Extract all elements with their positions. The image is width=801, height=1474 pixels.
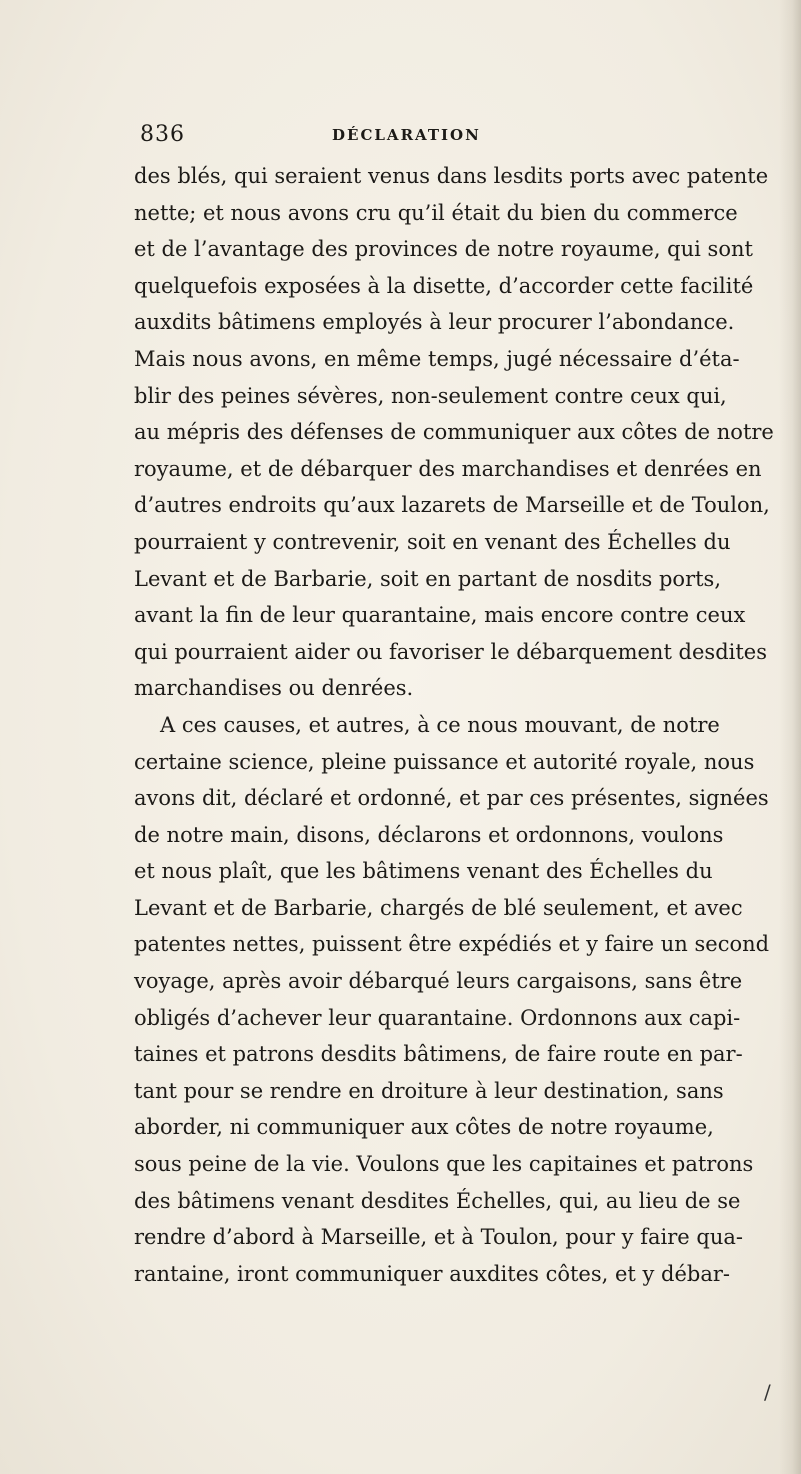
text-line-22: patentes nettes, puissent être expédiés et y faire un second [134, 932, 770, 957]
text-line-18: avons dit, déclaré et ordonné, et par ces présentes, signées [134, 786, 769, 811]
text-line-1: des blés, qui seraient venus dans lesdits ports avec patente [134, 164, 769, 188]
text-line-9: royaume, et de débarquer des marchandises et denrées en [134, 456, 762, 481]
text-line-10: d’autres endroits qu’aux lazarets de Marseille et de Toulon, [134, 493, 770, 518]
text-line-17: certaine science, pleine puissance et autorité royale, nous [134, 749, 755, 774]
text-line-19: de notre main, disons, déclarons et ordonnons, voulons [134, 822, 724, 847]
text-line-27: aborder, ni communiquer aux côtes de notre royaume, [134, 1115, 714, 1140]
page-header [140, 122, 700, 152]
text-line-3: et de l’avantage des provinces de notre royaume, qui sont [134, 237, 753, 262]
page-edge-shadow [779, 0, 801, 1474]
text-line-4: quelquefois exposées à la disette, d’accorder cette facilité [134, 273, 754, 298]
text-line-2: nette; et nous avons cru qu’il était du bien du commerce [134, 200, 738, 225]
text-line-12: Levant et de Barbarie, soit en partant de nosdits ports, [134, 566, 722, 591]
text-line-21: Levant et de Barbarie, chargés de blé seulement, et avec [134, 895, 743, 920]
text-line-15: marchandises ou denrées. [134, 676, 414, 701]
text-line-5: auxdits bâtimens employés à leur procurer l’abondance. [134, 310, 735, 335]
text-line-6: Mais nous avons, en même temps, jugé nécessaire d’éta- [134, 346, 740, 371]
page-number: 836 [140, 122, 185, 147]
text-line-23: voyage, après avoir débarqué leurs cargaisons, sans être [134, 969, 743, 994]
text-line-31: rantaine, iront communiquer auxdites côtes, et y débar- [134, 1261, 731, 1286]
running-title: DÉCLARATION [332, 126, 481, 144]
text-line-25: taines et patrons desdits bâtimens, de faire route en par- [134, 1042, 743, 1067]
text-line-13: avant la fin de leur quarantaine, mais encore contre ceux [134, 603, 746, 628]
text-line-26: tant pour se rendre en droiture à leur destination, sans [134, 1078, 724, 1103]
text-line-24: obligés d’achever leur quarantaine. Ordonnons aux capi- [134, 1005, 741, 1030]
text-line-29: des bâtimens venant desdites Échelles, qui, au lieu de se [134, 1188, 741, 1213]
text-line-11: pourraient y contrevenir, soit en venant des Échelles du [134, 529, 731, 554]
text-line-28: sous peine de la vie. Voulons que les capitaines et patrons [134, 1152, 754, 1177]
text-line-30: rendre d’abord à Marseille, et à Toulon, pour y faire qua- [134, 1225, 743, 1250]
text-line-8: au mépris des défenses de communiquer aux côtes de notre [134, 420, 774, 445]
margin-mark: / [764, 1380, 771, 1404]
text-line-14: qui pourraient aider ou favoriser le débarquement desdites [134, 639, 768, 664]
text-line-16: A ces causes, et autres, à ce nous mouvant, de notre [160, 712, 720, 737]
text-line-20: et nous plaît, que les bâtimens venant des Échelles du [134, 859, 713, 884]
text-line-7: blir des peines sévères, non-seulement contre ceux qui, [134, 383, 727, 408]
body-text [134, 158, 774, 1292]
